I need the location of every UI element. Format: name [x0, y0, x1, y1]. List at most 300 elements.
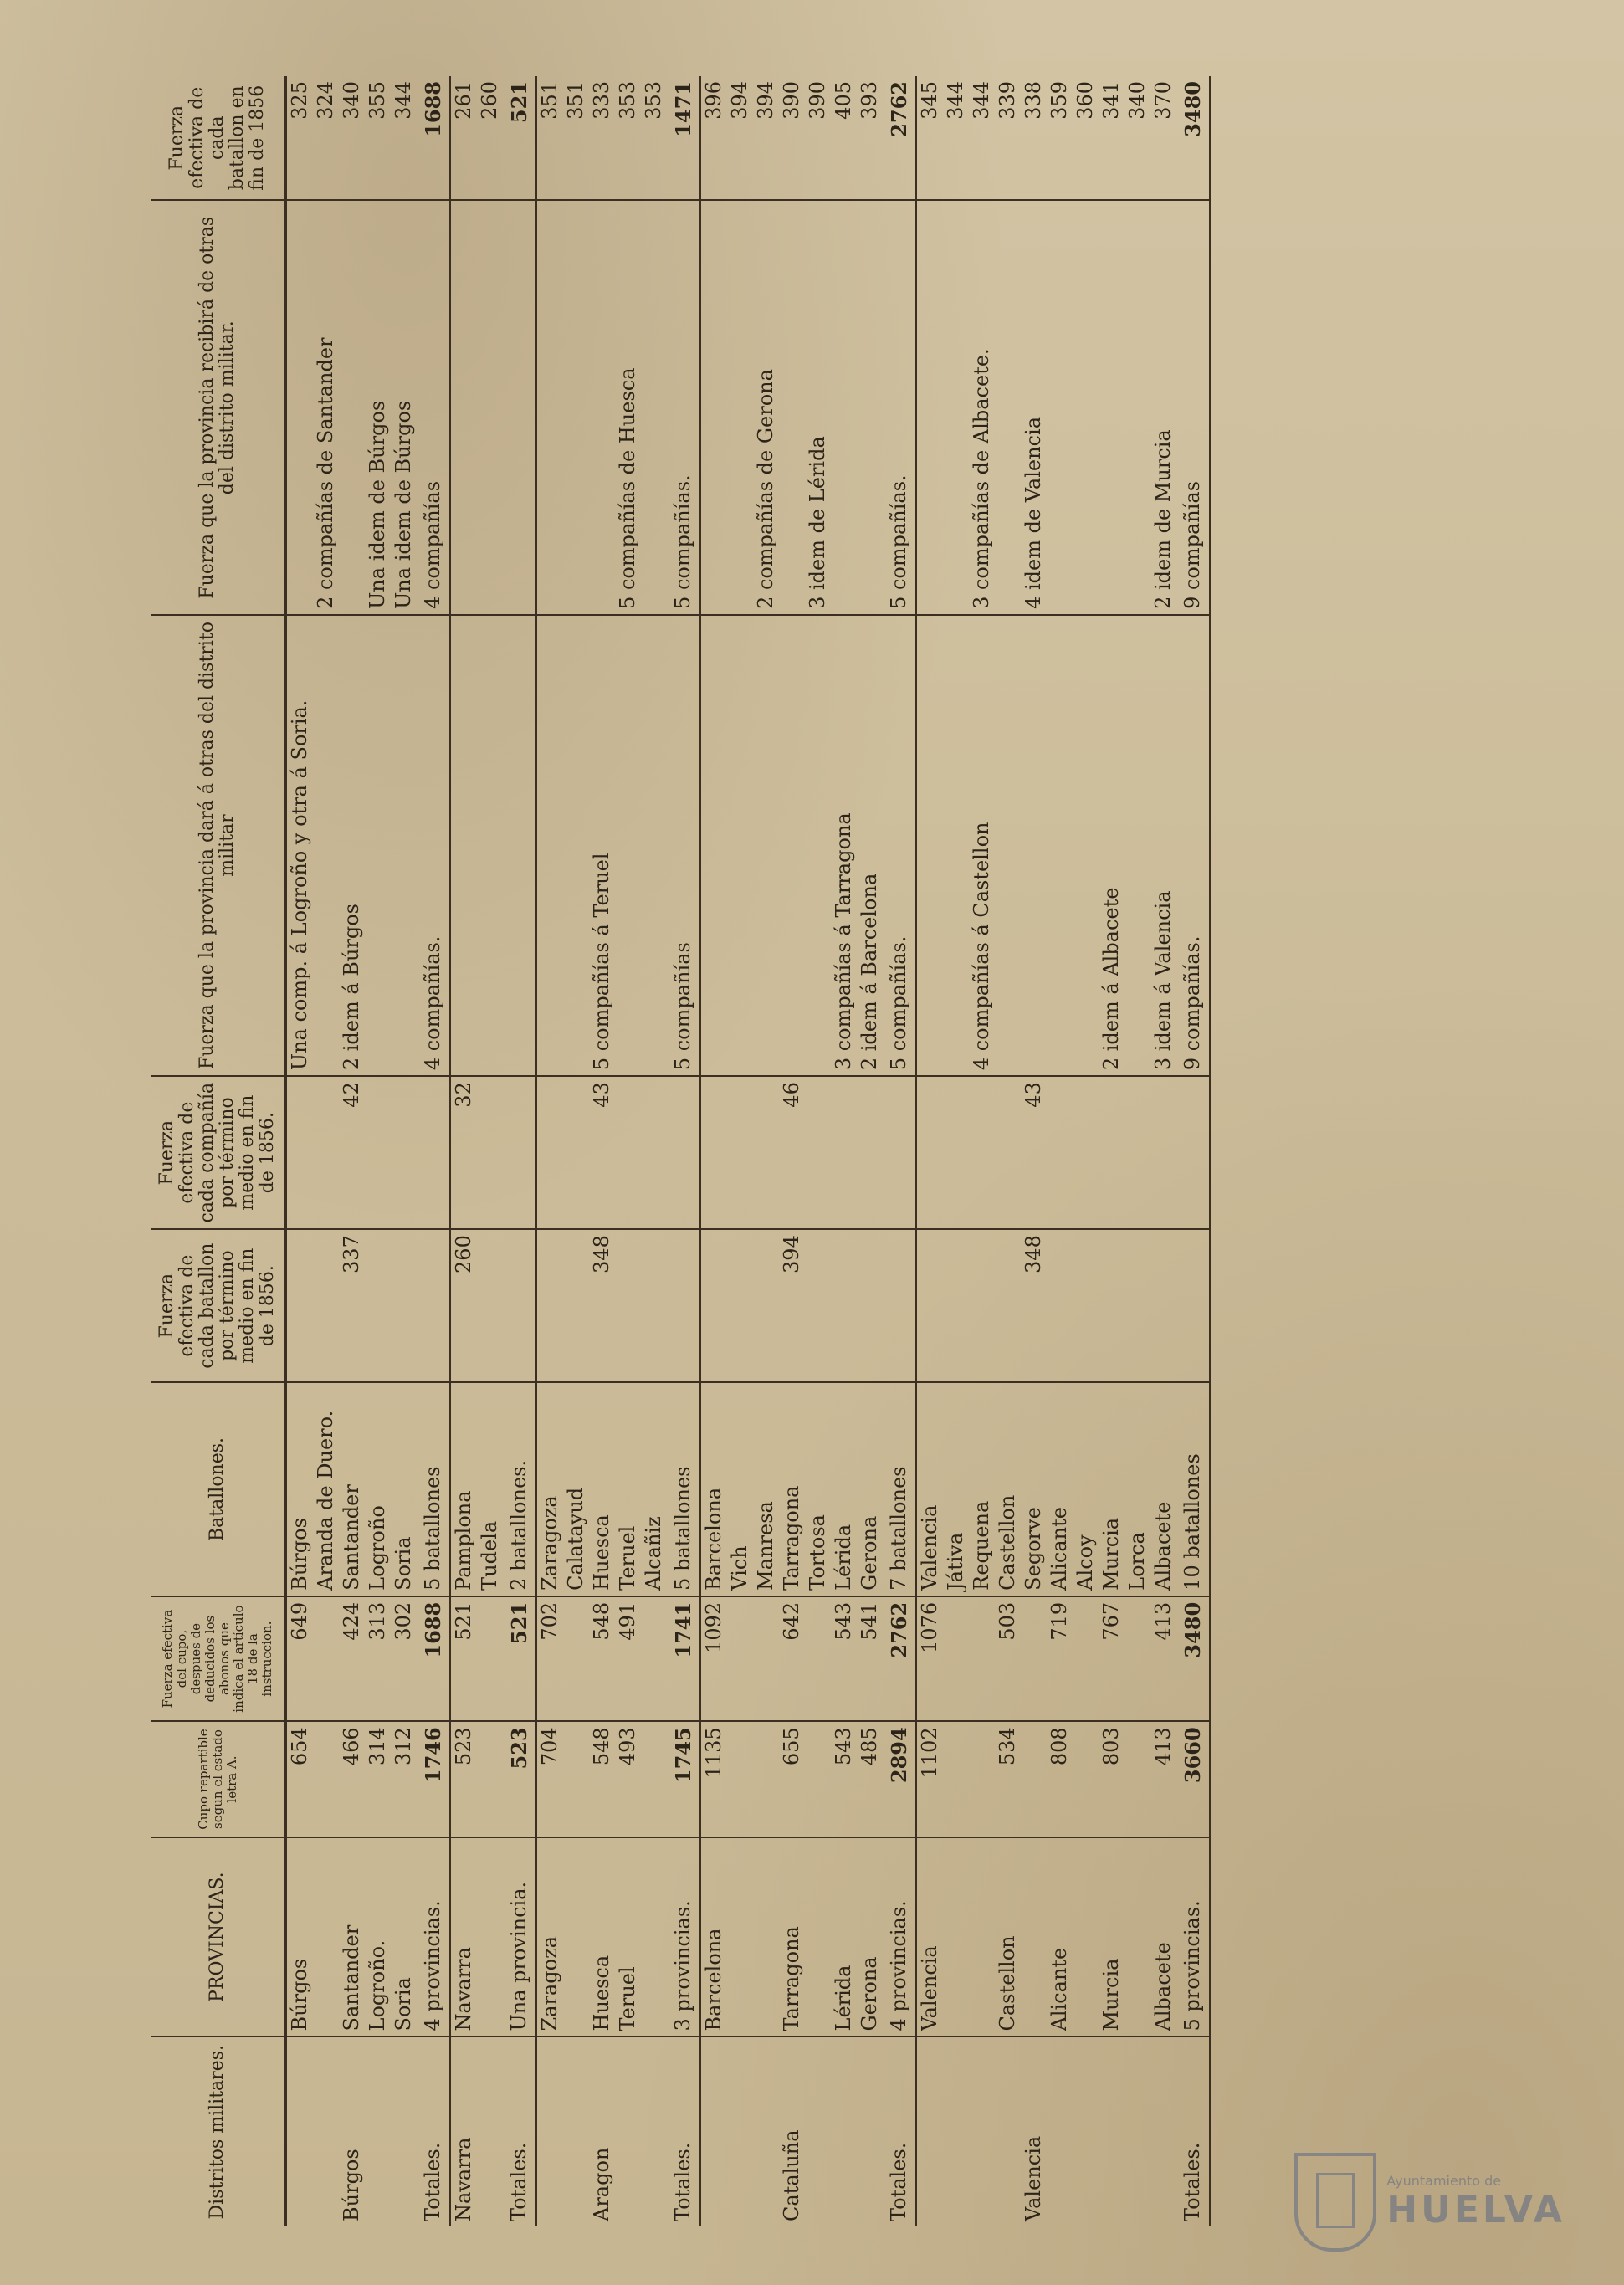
- fuerza-batallon-cell: [995, 1229, 1021, 1382]
- totals-fuerza-batallon: [667, 1229, 700, 1382]
- fuerza-fin-cell: 341: [1099, 76, 1125, 200]
- table-row: [1125, 76, 1150, 2226]
- totals-recibe: 5 compañías.: [883, 200, 916, 614]
- cupo-cell: [563, 1721, 589, 1837]
- header-distritos: Distritos militares.: [151, 2037, 286, 2226]
- batallon-cell: Játiva: [943, 1382, 969, 1596]
- totals-cupo: 1746: [417, 1721, 450, 1837]
- fuerza-fin-cell: 344: [943, 76, 969, 200]
- fuerza-batallon-cell: 260: [450, 1229, 477, 1382]
- dara-cell: 2 idem á Albacete: [1099, 615, 1125, 1076]
- recibe-cell: [536, 200, 563, 614]
- efectiva-cell: 491: [615, 1596, 641, 1722]
- fuerza-batallon-cell: [753, 1229, 779, 1382]
- province-cell: [943, 1837, 969, 2037]
- table-row: [916, 76, 943, 2226]
- fuerza-batallon-cell: [313, 1229, 339, 1382]
- district-cell: [969, 2037, 995, 2226]
- totals-batallones: 5 batallones: [417, 1382, 450, 1596]
- cupo-cell: 655: [779, 1721, 805, 1837]
- fuerza-compania-cell: [969, 1076, 995, 1229]
- header-cupo: Cupo repartible segun el estado letra A.: [151, 1721, 286, 1837]
- fuerza-compania-cell: [753, 1076, 779, 1229]
- table-row: [477, 76, 503, 2226]
- recibe-cell: 3 compañías de Albacete.: [969, 200, 995, 614]
- fuerza-batallon-cell: [700, 1229, 727, 1382]
- dara-cell: [1125, 615, 1150, 1076]
- cupo-cell: 704: [536, 1721, 563, 1837]
- fuerza-fin-cell: 390: [779, 76, 805, 200]
- fuerza-batallon-cell: [916, 1229, 943, 1382]
- fuerza-fin-cell: 355: [365, 76, 391, 200]
- fuerza-batallon-cell: [1073, 1229, 1099, 1382]
- totals-fin: 2762: [883, 76, 916, 200]
- dara-cell: [1073, 615, 1099, 1076]
- batallon-cell: Aranda de Duero.: [313, 1382, 339, 1596]
- totals-row: [667, 76, 700, 2226]
- efectiva-cell: [1125, 1596, 1150, 1722]
- dara-cell: [943, 615, 969, 1076]
- efectiva-cell: [943, 1596, 969, 1722]
- totals-fuerza-compania: [667, 1076, 700, 1229]
- province-cell: [563, 1837, 589, 2037]
- province-cell: Valencia: [916, 1837, 943, 2037]
- cupo-cell: 493: [615, 1721, 641, 1837]
- batallon-cell: Tarragona: [779, 1382, 805, 1596]
- province-cell: Santander: [339, 1837, 365, 2037]
- fuerza-fin-cell: 345: [916, 76, 943, 200]
- fuerza-compania-cell: [1073, 1076, 1099, 1229]
- cupo-cell: 654: [286, 1721, 314, 1837]
- batallon-cell: Santander: [339, 1382, 365, 1596]
- totals-provincias: Una provincia.: [503, 1837, 536, 2037]
- district-cell: Navarra: [452, 2137, 475, 2221]
- efectiva-cell: [313, 1596, 339, 1722]
- totals-dara: 4 compañías.: [417, 615, 450, 1076]
- fuerza-fin-cell: 325: [286, 76, 314, 200]
- table-row: [615, 76, 641, 2226]
- province-cell: [1125, 1837, 1150, 2037]
- fuerza-batallon-cell: 348: [1021, 1229, 1047, 1382]
- table-row: [1021, 76, 1047, 2226]
- cupo-cell: 314: [365, 1721, 391, 1837]
- fuerza-compania-cell: 43: [589, 1076, 615, 1229]
- province-cell: Teruel: [615, 1837, 641, 2037]
- header-fuerza-dara: Fuerza que la provincia dará á otras del distrito militar: [151, 615, 286, 1076]
- fuerza-compania-cell: [727, 1076, 753, 1229]
- fuerza-compania-cell: [916, 1076, 943, 1229]
- cupo-cell: [969, 1721, 995, 1837]
- efectiva-cell: 642: [779, 1596, 805, 1722]
- cupo-cell: 1102: [916, 1721, 943, 1837]
- table-row: [943, 76, 969, 2226]
- district-cell: [1073, 2037, 1099, 2226]
- district-cell: [286, 2037, 314, 2226]
- district-cell: [753, 2037, 779, 2226]
- totals-fuerza-batallon: [503, 1229, 536, 1382]
- district-cell: [536, 2037, 563, 2226]
- cupo-cell: [1125, 1721, 1150, 1837]
- cupo-cell: [477, 1721, 503, 1837]
- fuerza-fin-cell: 390: [805, 76, 831, 200]
- district-cell: [995, 2037, 1021, 2226]
- totals-dara: [503, 615, 536, 1076]
- batallon-cell: Calatayud: [563, 1382, 589, 1596]
- table-row: [450, 76, 477, 2226]
- fuerza-batallon-cell: [286, 1229, 314, 1382]
- efectiva-cell: 649: [286, 1596, 314, 1722]
- recibe-cell: [995, 200, 1021, 614]
- batallon-cell: Alicante: [1047, 1382, 1073, 1596]
- fuerza-compania-cell: [995, 1076, 1021, 1229]
- fuerza-compania-cell: [1125, 1076, 1150, 1229]
- dara-cell: [450, 615, 477, 1076]
- totals-efectiva: 2762: [883, 1596, 916, 1722]
- fuerza-batallon-cell: 394: [779, 1229, 805, 1382]
- totals-fuerza-compania: [417, 1076, 450, 1229]
- cupo-cell: 413: [1150, 1721, 1176, 1837]
- province-cell: Alicante: [1047, 1837, 1073, 2037]
- fuerza-batallon-cell: [857, 1229, 883, 1382]
- fuerza-fin-cell: 394: [727, 76, 753, 200]
- fuerza-fin-cell: 370: [1150, 76, 1176, 200]
- dara-cell: [779, 615, 805, 1076]
- efectiva-cell: 413: [1150, 1596, 1176, 1722]
- fuerza-fin-cell: 351: [536, 76, 563, 200]
- header-fuerza-efectiva-cupo: Fuerza efectiva del cupo, despues de deducidos los abonos que indica el artículo 18 de la instruccion.: [151, 1596, 286, 1722]
- table-row: [391, 76, 417, 2226]
- fuerza-fin-cell: 339: [995, 76, 1021, 200]
- efectiva-cell: 1076: [916, 1596, 943, 1722]
- table-row: [339, 76, 365, 2226]
- fuerza-fin-cell: 393: [857, 76, 883, 200]
- totals-efectiva: 3480: [1176, 1596, 1210, 1722]
- table-body: [286, 76, 1211, 2226]
- batallon-cell: Valencia: [916, 1382, 943, 1596]
- cupo-cell: 523: [450, 1721, 477, 1837]
- batallon-cell: Pamplona: [450, 1382, 477, 1596]
- totals-cupo: 523: [503, 1721, 536, 1837]
- efectiva-cell: 767: [1099, 1596, 1125, 1722]
- district-cell: [563, 2037, 589, 2226]
- stamp-name: HUELVA: [1386, 2189, 1565, 2231]
- totals-row: [503, 76, 536, 2226]
- district-cell: Cataluña: [780, 2129, 803, 2221]
- totals-recibe: 9 compañías: [1176, 200, 1210, 614]
- province-cell: [969, 1837, 995, 2037]
- district-cell: [916, 2037, 943, 2226]
- province-cell: Murcia: [1099, 1837, 1125, 2037]
- province-cell: [805, 1837, 831, 2037]
- batallon-cell: Tortosa: [805, 1382, 831, 1596]
- efectiva-cell: [753, 1596, 779, 1722]
- totals-provincias: 4 provincias.: [417, 1837, 450, 2037]
- totals-label: Totales.: [1176, 2037, 1210, 2226]
- stamp-subtitle: Ayuntamiento de: [1386, 2173, 1502, 2189]
- recibe-cell: 2 compañías de Gerona: [753, 200, 779, 614]
- totals-provincias: 3 provincias.: [667, 1837, 700, 2037]
- province-cell: [727, 1837, 753, 2037]
- district-cell: [313, 2037, 339, 2226]
- table-row: [1047, 76, 1073, 2226]
- fuerza-compania-cell: 43: [1021, 1076, 1047, 1229]
- totals-efectiva: 1688: [417, 1596, 450, 1722]
- batallon-cell: Barcelona: [700, 1382, 727, 1596]
- totals-label: Totales.: [883, 2037, 916, 2226]
- batallon-cell: Castellon: [995, 1382, 1021, 1596]
- fuerza-compania-cell: [536, 1076, 563, 1229]
- fuerza-compania-cell: [641, 1076, 667, 1229]
- fuerza-fin-cell: 261: [450, 76, 477, 200]
- batallon-cell: Alcoy: [1073, 1382, 1099, 1596]
- efectiva-cell: [1073, 1596, 1099, 1722]
- totals-fuerza-batallon: [417, 1229, 450, 1382]
- cupo-cell: [641, 1721, 667, 1837]
- cupo-cell: [805, 1721, 831, 1837]
- dara-cell: [563, 615, 589, 1076]
- military-districts-table: [151, 76, 1211, 2226]
- recibe-cell: 4 idem de Valencia: [1021, 200, 1047, 614]
- efectiva-cell: [641, 1596, 667, 1722]
- fuerza-batallon-cell: [641, 1229, 667, 1382]
- efectiva-cell: 302: [391, 1596, 417, 1722]
- totals-label: Totales.: [667, 2037, 700, 2226]
- batallon-cell: Lérida: [831, 1382, 857, 1596]
- totals-dara: 5 compañías.: [883, 615, 916, 1076]
- fuerza-compania-cell: [1150, 1076, 1176, 1229]
- fuerza-compania-cell: [1099, 1076, 1125, 1229]
- header-fuerza-fin: Fuerza efectiva de cada batallon en fin de 1856: [151, 76, 286, 200]
- coat-of-arms-icon: [1294, 2153, 1376, 2252]
- fuerza-compania-cell: [391, 1076, 417, 1229]
- header-row: [151, 76, 286, 2226]
- fuerza-compania-cell: 32: [450, 1076, 477, 1229]
- fuerza-batallon-cell: [831, 1229, 857, 1382]
- batallon-cell: Soria: [391, 1382, 417, 1596]
- efectiva-cell: 702: [536, 1596, 563, 1722]
- district-cell: [1150, 2037, 1176, 2226]
- fuerza-compania-cell: [1047, 1076, 1073, 1229]
- table-row: [969, 76, 995, 2226]
- efectiva-cell: [727, 1596, 753, 1722]
- fuerza-batallon-cell: [563, 1229, 589, 1382]
- recibe-cell: [589, 200, 615, 614]
- fuerza-batallon-cell: [943, 1229, 969, 1382]
- totals-batallones: 5 batallones: [667, 1382, 700, 1596]
- cupo-cell: 803: [1099, 1721, 1125, 1837]
- fuerza-fin-cell: 340: [339, 76, 365, 200]
- totals-cupo: 1745: [667, 1721, 700, 1837]
- cupo-cell: [943, 1721, 969, 1837]
- recibe-cell: [727, 200, 753, 614]
- totals-recibe: 5 compañías.: [667, 200, 700, 614]
- recibe-cell: [857, 200, 883, 614]
- recibe-cell: [1047, 200, 1073, 614]
- dara-cell: 2 idem á Búrgos: [339, 615, 365, 1076]
- fuerza-fin-cell: 338: [1021, 76, 1047, 200]
- fuerza-batallon-cell: [1125, 1229, 1150, 1382]
- fuerza-fin-cell: 359: [1047, 76, 1073, 200]
- table-row: [286, 76, 314, 2226]
- totals-fin: 521: [503, 76, 536, 200]
- batallon-cell: Teruel: [615, 1382, 641, 1596]
- totals-batallones: 10 batallones: [1176, 1382, 1210, 1596]
- dara-cell: [477, 615, 503, 1076]
- cupo-cell: 485: [857, 1721, 883, 1837]
- fuerza-fin-cell: 353: [641, 76, 667, 200]
- batallon-cell: Huesca: [589, 1382, 615, 1596]
- province-cell: Huesca: [589, 1837, 615, 2037]
- batallon-cell: Logroño: [365, 1382, 391, 1596]
- fuerza-batallon-cell: [365, 1229, 391, 1382]
- efectiva-cell: [477, 1596, 503, 1722]
- province-cell: Navarra: [450, 1837, 477, 2037]
- table-row: [727, 76, 753, 2226]
- cupo-cell: [727, 1721, 753, 1837]
- province-cell: Lérida: [831, 1837, 857, 2037]
- district-cell: [857, 2037, 883, 2226]
- recibe-cell: [943, 200, 969, 614]
- table-row: [753, 76, 779, 2226]
- province-cell: Castellon: [995, 1837, 1021, 2037]
- recibe-cell: 2 compañías de Santander: [313, 200, 339, 614]
- efectiva-cell: 548: [589, 1596, 615, 1722]
- header-fuerza-batallon: Fuerza efectiva de cada batallon por término medio en fin de 1856.: [151, 1229, 286, 1382]
- recibe-cell: [1073, 200, 1099, 614]
- efectiva-cell: [563, 1596, 589, 1722]
- totals-label: Totales.: [417, 2037, 450, 2226]
- cupo-cell: 534: [995, 1721, 1021, 1837]
- fuerza-fin-cell: 344: [391, 76, 417, 200]
- dara-cell: [536, 615, 563, 1076]
- dara-cell: [753, 615, 779, 1076]
- table-row: [1073, 76, 1099, 2226]
- recibe-cell: [831, 200, 857, 614]
- district-cell: [1125, 2037, 1150, 2226]
- recibe-cell: Una idem de Búrgos: [365, 200, 391, 614]
- fuerza-batallon-cell: [1047, 1229, 1073, 1382]
- recibe-cell: [641, 200, 667, 614]
- batallon-cell: Requena: [969, 1382, 995, 1596]
- fuerza-fin-cell: 353: [615, 76, 641, 200]
- district-cell: Valencia: [1022, 2135, 1045, 2221]
- batallon-cell: Murcia: [1099, 1382, 1125, 1596]
- fuerza-batallon-cell: [805, 1229, 831, 1382]
- totals-recibe: 4 compañías: [417, 200, 450, 614]
- table-row: [313, 76, 339, 2226]
- recibe-cell: 5 compañías de Huesca: [615, 200, 641, 614]
- table-row: [831, 76, 857, 2226]
- efectiva-cell: 313: [365, 1596, 391, 1722]
- province-cell: Zaragoza: [536, 1837, 563, 2037]
- efectiva-cell: [805, 1596, 831, 1722]
- fuerza-batallon-cell: [536, 1229, 563, 1382]
- dara-cell: 3 compañías á Tarragona: [831, 615, 857, 1076]
- district-cell: [831, 2037, 857, 2226]
- totals-cupo: 3660: [1176, 1721, 1210, 1837]
- recibe-cell: 2 idem de Murcia: [1150, 200, 1176, 614]
- province-cell: [1021, 1837, 1047, 2037]
- fuerza-compania-cell: [831, 1076, 857, 1229]
- efectiva-cell: 1092: [700, 1596, 727, 1722]
- totals-fuerza-batallon: [883, 1229, 916, 1382]
- province-cell: Barcelona: [700, 1837, 727, 2037]
- province-cell: [313, 1837, 339, 2037]
- totals-label: Totales.: [503, 2037, 536, 2226]
- fuerza-fin-cell: 351: [563, 76, 589, 200]
- table-row: [365, 76, 391, 2226]
- totals-fin: 3480: [1176, 76, 1210, 200]
- totals-fuerza-compania: [1176, 1076, 1210, 1229]
- dara-cell: [1021, 615, 1047, 1076]
- totals-row: [1176, 76, 1210, 2226]
- table-row: [589, 76, 615, 2226]
- fuerza-compania-cell: [943, 1076, 969, 1229]
- province-cell: Logroño.: [365, 1837, 391, 2037]
- district-cell: Búrgos: [340, 2149, 363, 2221]
- fuerza-compania-cell: [313, 1076, 339, 1229]
- table-row: [1150, 76, 1176, 2226]
- totals-batallones: 2 batallones.: [503, 1382, 536, 1596]
- province-cell: Búrgos: [286, 1837, 314, 2037]
- district-cell: [365, 2037, 391, 2226]
- province-cell: Gerona: [857, 1837, 883, 2037]
- totals-row: [883, 76, 916, 2226]
- province-cell: Tarragona: [779, 1837, 805, 2037]
- totals-efectiva: 1741: [667, 1596, 700, 1722]
- fuerza-compania-cell: [615, 1076, 641, 1229]
- totals-dara: 9 compañías.: [1176, 615, 1210, 1076]
- totals-provincias: 4 provincias.: [883, 1837, 916, 2037]
- province-cell: Albacete: [1150, 1837, 1176, 2037]
- fuerza-fin-cell: 260: [477, 76, 503, 200]
- fuerza-compania-cell: [365, 1076, 391, 1229]
- fuerza-compania-cell: [477, 1076, 503, 1229]
- dara-cell: 2 idem á Barcelona: [857, 615, 883, 1076]
- dara-cell: 5 compañías á Teruel: [589, 615, 615, 1076]
- cupo-cell: 466: [339, 1721, 365, 1837]
- efectiva-cell: 521: [450, 1596, 477, 1722]
- recibe-cell: [1125, 200, 1150, 614]
- dara-cell: [700, 615, 727, 1076]
- cupo-cell: 808: [1047, 1721, 1073, 1837]
- fuerza-fin-cell: 333: [589, 76, 615, 200]
- recibe-cell: [450, 200, 477, 614]
- district-cell: [477, 2037, 503, 2226]
- fuerza-batallon-cell: [1099, 1229, 1125, 1382]
- batallon-cell: Vich: [727, 1382, 753, 1596]
- district-cell: Aragon: [590, 2147, 613, 2221]
- table-row: [1099, 76, 1125, 2226]
- recibe-cell: [563, 200, 589, 614]
- dara-cell: Una comp. á Logroño y otra á Soria.: [286, 615, 314, 1076]
- fuerza-compania-cell: [805, 1076, 831, 1229]
- efectiva-cell: 543: [831, 1596, 857, 1722]
- table-row: [857, 76, 883, 2226]
- dara-cell: 4 compañías á Castellon: [969, 615, 995, 1076]
- efectiva-cell: 503: [995, 1596, 1021, 1722]
- cupo-cell: 312: [391, 1721, 417, 1837]
- cupo-cell: 1135: [700, 1721, 727, 1837]
- district-cell: [615, 2037, 641, 2226]
- batallon-cell: Manresa: [753, 1382, 779, 1596]
- fuerza-batallon-cell: [615, 1229, 641, 1382]
- batallon-cell: Zaragoza: [536, 1382, 563, 1596]
- province-cell: Soria: [391, 1837, 417, 2037]
- header-fuerza-recibira: Fuerza que la provincia recibirá de otras del distrito militar.: [151, 200, 286, 614]
- table-row: [700, 76, 727, 2226]
- recibe-cell: 3 idem de Lérida: [805, 200, 831, 614]
